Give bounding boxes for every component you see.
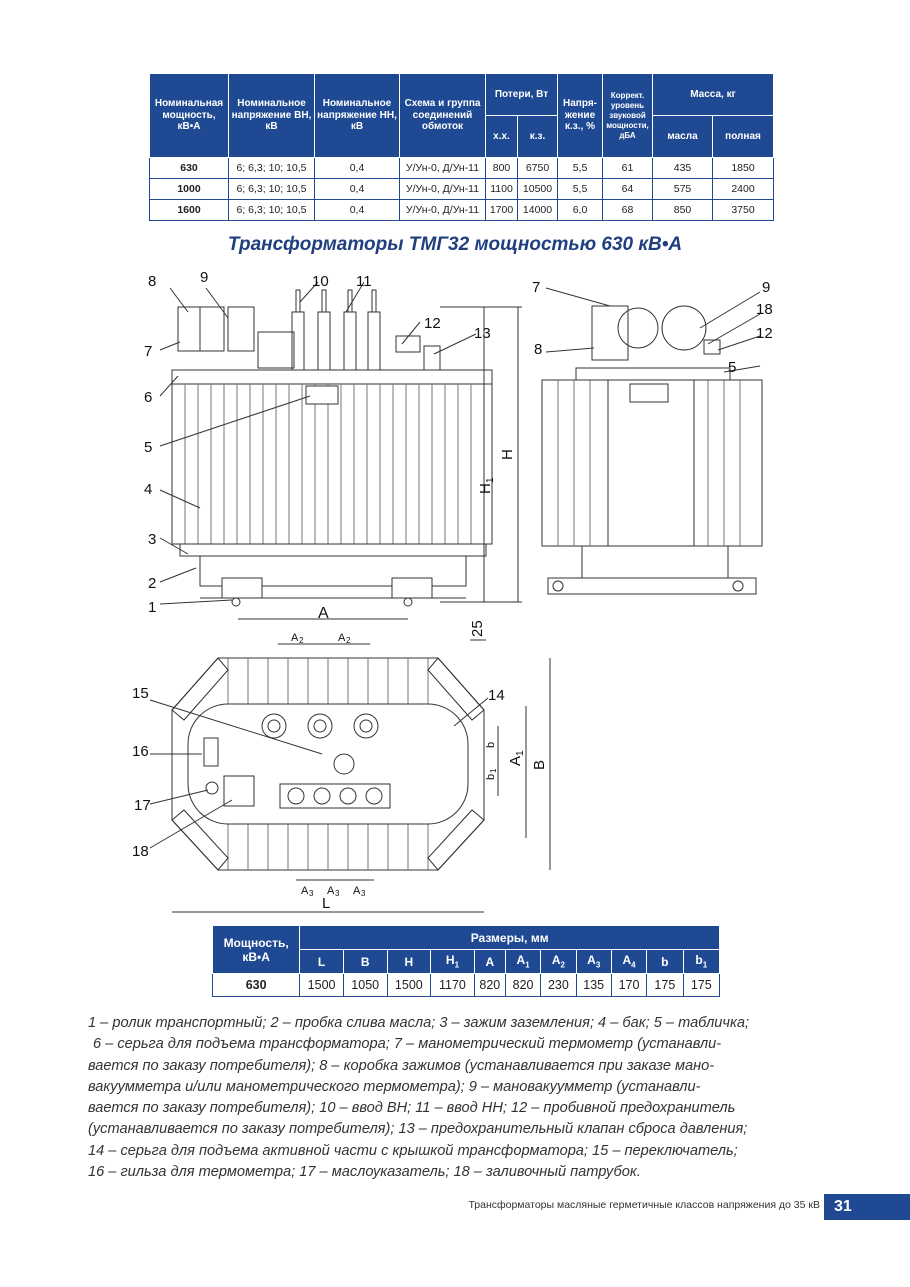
header-sc-voltage: Напря-жение к.з., %	[558, 74, 603, 158]
legend-line: 6 – серьга для подъема трансформатора; 7 – манометрический термометр (устанавли-	[93, 1036, 722, 1053]
callout-4: 4	[144, 481, 153, 498]
cell-nl: 1700	[486, 200, 518, 221]
dim-col-sub: 3	[595, 960, 601, 970]
cell-scheme: У/Ун-0, Д/Ун-11	[400, 200, 486, 221]
header-power: Мощность, кВ•А	[213, 926, 300, 974]
cell-hv: 6; 6,3; 10; 10,5	[229, 179, 315, 200]
dim-L: L	[322, 895, 331, 912]
dim-col-name: H	[404, 954, 414, 969]
dim-col-sub: 1	[702, 960, 708, 970]
legend-line: 16 – гильза для термометра; 17 – маслоуказатель; 18 – заливочный патрубок.	[88, 1164, 641, 1181]
legend-line: вается по заказу потребителя); 8 – коробка зажимов (устанавливается при заказе мано-	[88, 1057, 715, 1074]
dim-col-header	[647, 950, 683, 974]
cell-hv: 6; 6,3; 10; 10,5	[229, 200, 315, 221]
header-scheme: Схема и группа соединений обмоток	[400, 74, 486, 158]
legend-line: (устанавливается по заказу потребителя); 13 – предохранительный клапан сброса давления;	[88, 1121, 748, 1138]
side-view-drawing	[528, 272, 778, 612]
dim-col-name: b	[661, 954, 669, 969]
dim-col-sub: 1	[525, 960, 530, 970]
cell-lv: 0,4	[315, 158, 400, 179]
header-losses: Потери, Вт	[486, 74, 558, 116]
legend-line: вакуумметра и/или манометрического термометра); 9 – мановакуумметр (устанавли-	[88, 1078, 701, 1095]
dim-A2-right-sub: 2	[346, 636, 351, 645]
dimensions-table	[212, 925, 720, 997]
cell-sound: 61	[603, 158, 653, 179]
header-mass-total: полная	[713, 116, 774, 158]
cell-total: 2400	[713, 179, 774, 200]
cell-total: 1850	[713, 158, 774, 179]
dim-value-cell: 1170	[431, 974, 475, 997]
dim-col-header	[431, 950, 475, 974]
dim-A3-3-sub: 3	[361, 889, 366, 898]
callout-8: 8	[148, 273, 157, 290]
dim-B: B	[531, 759, 548, 770]
callout-9: 9	[200, 269, 209, 286]
table-row	[150, 179, 774, 200]
dim-A: A	[318, 605, 329, 622]
header-losses-nl: х.х.	[486, 116, 518, 158]
dim-col-header	[505, 950, 540, 974]
dim-b: b	[485, 741, 497, 748]
table-row	[150, 158, 774, 179]
cell-hv: 6; 6,3; 10; 10,5	[229, 158, 315, 179]
side-callout-5: 5	[728, 359, 737, 376]
dim-A3-2: A	[327, 885, 335, 897]
dim-col-header	[300, 950, 344, 974]
dim-value-cell: 820	[505, 974, 540, 997]
page-title: Трансформаторы ТМГ32 мощностью 630 кВ•А	[227, 234, 683, 255]
cell-sc: 10500	[518, 179, 558, 200]
cell-scheme: У/Ун-0, Д/Ун-11	[400, 179, 486, 200]
dim-A2-right: A	[338, 632, 346, 644]
cell-nl: 1100	[486, 179, 518, 200]
dim-H: H	[499, 449, 516, 460]
header-voltage-lv: Номинальное напряжение НН, кВ	[315, 74, 400, 158]
header-sizes: Размеры, мм	[300, 926, 720, 950]
cell-uk: 6,0	[558, 200, 603, 221]
cell-oil: 575	[653, 179, 713, 200]
header-losses-sc: к.з.	[518, 116, 558, 158]
dim-value-cell: 1050	[343, 974, 387, 997]
dim-value-cell: 820	[474, 974, 505, 997]
dim-col-sub: 2	[560, 960, 565, 970]
header-voltage-hv: Номинальное напряжение ВН, кВ	[229, 74, 315, 158]
callout-1: 1	[148, 599, 157, 616]
header-mass: Масса, кг	[653, 74, 774, 116]
cell-power: 1000	[150, 179, 229, 200]
dim-value-cell: 230	[541, 974, 576, 997]
dim-col-sub: 1	[454, 960, 460, 970]
top-view-drawing	[128, 630, 558, 920]
dim-b1-sub: 1	[489, 768, 498, 773]
cell-sc: 14000	[518, 200, 558, 221]
top-callout-15: 15	[132, 685, 149, 702]
page-number: 31	[824, 1194, 910, 1220]
legend-line: вается по заказу потребителя); 10 – ввод ВН; 11 – ввод НН; 12 – пробивной предохранитель	[88, 1100, 736, 1117]
dim-A2-left-sub: 2	[299, 636, 304, 645]
callout-5: 5	[144, 439, 153, 456]
cell-scheme: У/Ун-0, Д/Ун-11	[400, 158, 486, 179]
front-view-drawing	[140, 262, 530, 642]
dim-A3-3: A	[353, 885, 361, 897]
callout-11: 11	[356, 273, 372, 290]
cell-sound: 64	[603, 179, 653, 200]
legend	[88, 1013, 826, 1183]
dim-col-name: A	[516, 953, 526, 968]
legend-line: 1 – ролик транспортный; 2 – пробка слива масла; 3 – зажим заземления; 4 – бак; 5 – табличка;	[88, 1015, 750, 1031]
dim-col-name: B	[360, 954, 370, 969]
header-mass-oil: масла	[653, 116, 713, 158]
dim-H1: H	[477, 483, 494, 494]
top-callout-16: 16	[132, 743, 149, 760]
side-callout-7: 7	[532, 279, 541, 296]
legend-line: 14 – серьга для подъема активной части с крышкой трансформатора; 15 – переключатель;	[88, 1142, 738, 1159]
cell-total: 3750	[713, 200, 774, 221]
specs-table	[149, 73, 774, 221]
top-callout-18: 18	[132, 843, 149, 860]
cell-lv: 0,4	[315, 179, 400, 200]
dim-col-name: H	[445, 953, 455, 968]
callout-7: 7	[144, 343, 153, 360]
cell-oil: 435	[653, 158, 713, 179]
cell-power: 630	[213, 974, 300, 997]
cell-power: 630	[150, 158, 229, 179]
dim-col-header	[683, 950, 719, 974]
dim-value-cell: 1500	[387, 974, 431, 997]
cell-uk: 5,5	[558, 158, 603, 179]
cell-nl: 800	[486, 158, 518, 179]
side-callout-12: 12	[756, 325, 773, 342]
callout-2: 2	[148, 575, 157, 592]
header-corr-sound: Коррект. уровень звуковой мощности, дБА	[603, 74, 653, 158]
callout-12: 12	[424, 315, 441, 332]
dim-col-header	[576, 950, 611, 974]
top-callout-14: 14	[488, 687, 505, 704]
dim-col-header	[611, 950, 646, 974]
dim-value-cell: 135	[576, 974, 611, 997]
dim-col-header	[387, 950, 431, 974]
table-row	[213, 974, 720, 997]
dim-col-header	[541, 950, 576, 974]
side-callout-8: 8	[534, 341, 543, 358]
dim-col-header	[474, 950, 505, 974]
side-callout-18: 18	[756, 301, 773, 318]
dim-col-name: A	[551, 953, 561, 968]
cell-sound: 68	[603, 200, 653, 221]
dim-25: 25	[469, 620, 486, 637]
dim-H1-sub: 1	[485, 477, 496, 483]
dim-col-name: L	[317, 954, 326, 969]
cell-uk: 5,5	[558, 179, 603, 200]
dim-col-sub: 4	[631, 960, 636, 970]
cell-lv: 0,4	[315, 200, 400, 221]
dim-value-cell: 175	[647, 974, 683, 997]
dim-A3-1-sub: 3	[309, 889, 314, 898]
dim-A1: A	[507, 755, 524, 766]
dim-col-name: A	[622, 953, 632, 968]
dim-col-header	[343, 950, 387, 974]
dim-value-cell: 1500	[300, 974, 344, 997]
dim-A1-sub: 1	[515, 750, 526, 756]
dim-col-name: A	[485, 954, 495, 969]
callout-10: 10	[312, 273, 329, 290]
dim-A3-2-sub: 3	[335, 889, 340, 898]
dim-col-name: A	[587, 953, 596, 968]
cell-oil: 850	[653, 200, 713, 221]
dim-value-cell: 175	[683, 974, 719, 997]
dim-b1: b	[485, 773, 497, 780]
dim-A2-left: A	[291, 632, 299, 644]
dim-col-name: b	[695, 953, 703, 968]
top-callout-17: 17	[134, 797, 151, 814]
dim-A3-1: A	[301, 885, 309, 897]
callout-6: 6	[144, 389, 153, 406]
table-row	[150, 200, 774, 221]
footer-text: Трансформаторы масляные герметичные классов напряжения до 35 кВ	[468, 1199, 820, 1211]
callout-3: 3	[148, 531, 157, 548]
callout-13: 13	[474, 325, 491, 342]
cell-sc: 6750	[518, 158, 558, 179]
side-callout-9: 9	[762, 279, 771, 296]
cell-power: 1600	[150, 200, 229, 221]
dim-value-cell: 170	[611, 974, 646, 997]
header-power: Номинальная мощность, кВ•А	[150, 74, 229, 158]
